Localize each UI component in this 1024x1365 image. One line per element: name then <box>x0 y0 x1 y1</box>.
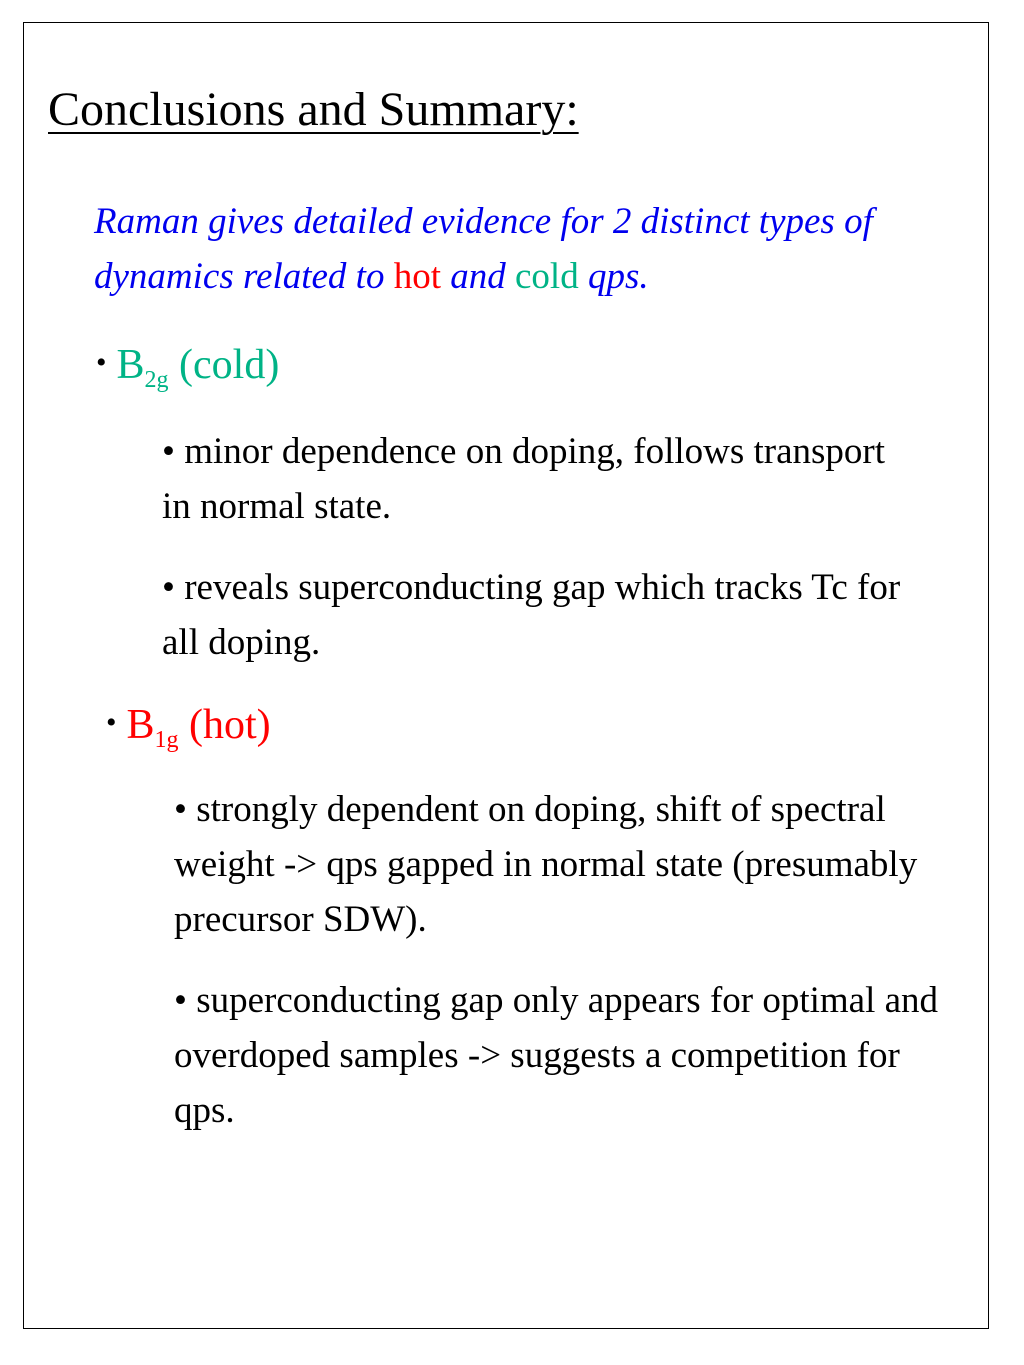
intro-cold-word: cold <box>515 256 579 297</box>
intro-statement <box>94 194 974 304</box>
list-item <box>174 782 954 947</box>
list-item <box>174 973 954 1138</box>
intro-end-word: qps. <box>587 256 649 297</box>
bullet-icon: • <box>162 431 175 472</box>
list-item <box>162 424 922 534</box>
list-item-text: superconducting gap only appears for optimal and overdoped samples -> suggests a competition for qps. <box>174 980 939 1131</box>
page-title: Conclusions and Summary: <box>48 83 579 136</box>
list-item-text: strongly dependent on doping, shift of spectral weight -> qps gapped in normal state (presumably precursor SDW). <box>174 789 918 940</box>
bullet-icon: • <box>174 980 187 1021</box>
section-symbol: B <box>116 342 145 388</box>
section-heading-b2g <box>96 342 280 393</box>
section-label: (hot) <box>189 702 271 748</box>
list-item-text: minor dependence on doping, follows transport in normal state. <box>162 431 886 527</box>
section-symbol: B <box>126 702 155 748</box>
bullet-icon: • <box>96 346 107 379</box>
intro-and-word: and <box>450 256 506 297</box>
intro-text: Raman gives detailed evidence for 2 distinct types of dynamics related to <box>94 201 873 297</box>
section-label: (cold) <box>179 342 280 388</box>
bullet-icon: • <box>106 706 117 739</box>
list-item <box>162 560 922 670</box>
bullet-icon: • <box>162 567 175 608</box>
list-item-text: reveals superconducting gap which tracks Tc for all doping. <box>162 567 901 663</box>
bullet-icon: • <box>174 789 187 830</box>
section-heading-b1g <box>106 702 271 753</box>
section-subscript: 1g <box>154 727 179 753</box>
section-subscript: 2g <box>144 367 169 393</box>
intro-hot-word: hot <box>393 256 441 297</box>
